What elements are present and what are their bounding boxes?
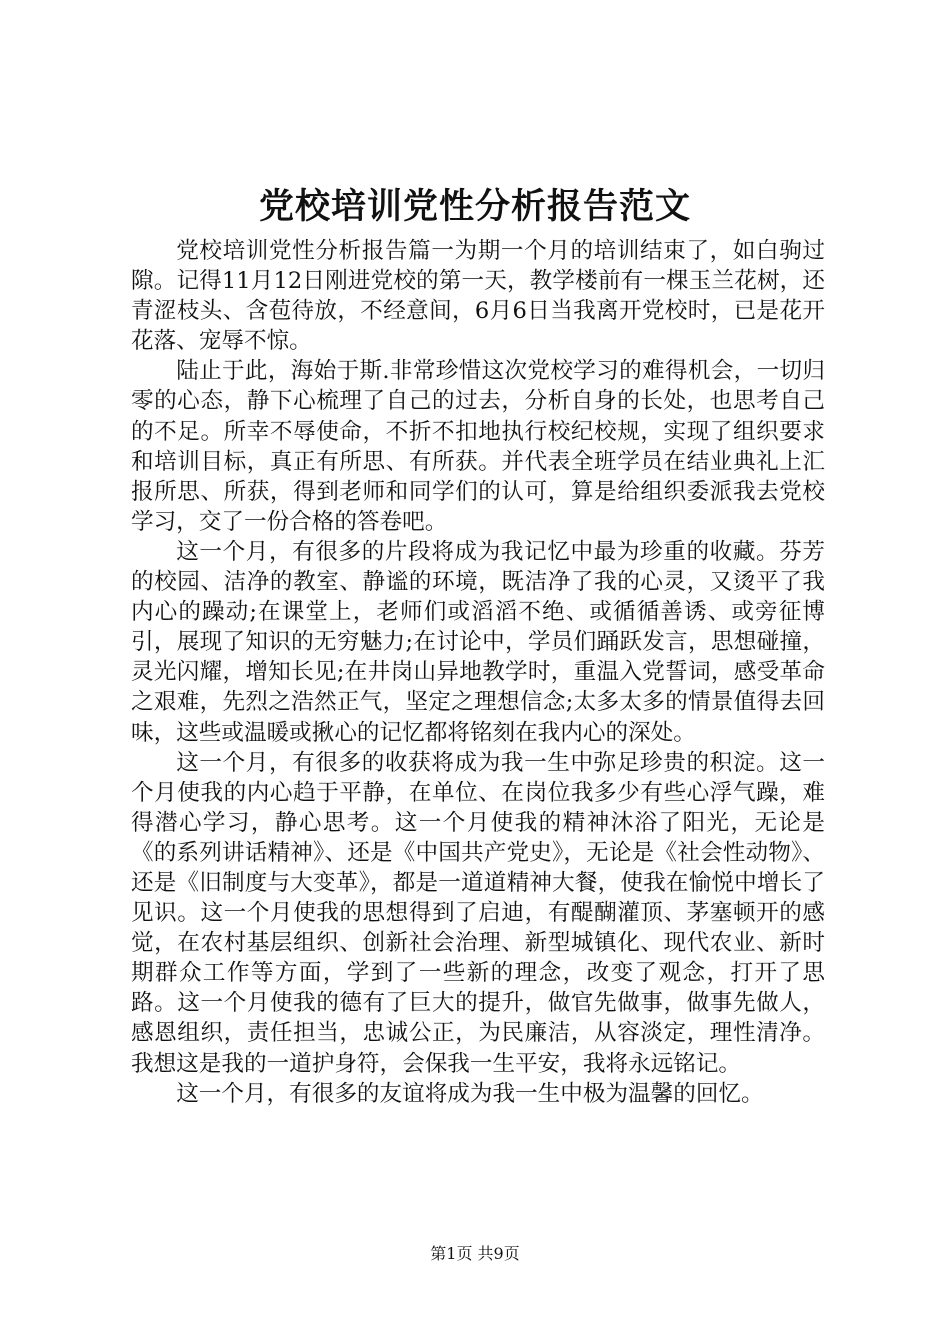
document-title: 党校培训党性分析报告范文: [258, 187, 691, 227]
paragraph-4: 这一个月，有很多的收获将成为我一生中弥足珍贵的积淀。这一个月使我的内心趋于平静，在单位、在岗位我多少有些心浮气躁，难得潜心学习，静心思考。这一个月使我的精神沐浴了阳光，无论是《的系列讲话精神》、还是《中国共产党史》，无论是《社会性动物》、还是《旧制度与大变革》，都是一道道精神大餐，使我在愉悦中增长了见识。这一个月使我的思想得到了启迪，有醍醐灌顶、茅塞顿开的感觉，在农村基层组织、创新社会治理、新型城镇化、现代农业、新时期群众工作等方面，学到了一些新的理念，改变了观念，打开了思路。这一个月使我的德有了巨大的提升，做官先做事，做事先做人，感恩组织，责任担当，忠诚公正，为民廉洁，从容淡定，理性清净。我想这是我的一道护身符，会保我一生平安，我将永远铭记。: [131, 749, 825, 1077]
paragraph-5: 这一个月，有很多的友谊将成为我一生中极为温馨的回忆。: [176, 1080, 764, 1107]
paragraph-3: 这一个月，有很多的片段将成为我记忆中最为珍重的收藏。芬芳的校园、洁净的教室、静谧的环境，既洁净了我的心灵，又烫平了我内心的躁动;在课堂上，老师们或滔滔不绝、或循循善诱、或旁征博引，展现了知识的无穷魅力;在讨论中，学员们踊跃发言，思想碰撞，灵光闪耀，增知长见;在井岗山异地教学时，重温入党誓词，感受革命之艰难，先烈之浩然正气，坚定之理想信念;太多太多的情景值得去回味，这些或温暖或揪心的记忆都将铭刻在我内心的深处。: [131, 538, 825, 746]
page-footer: 第1页 共9页: [430, 1244, 520, 1263]
paragraph-1: 党校培训党性分析报告篇一为期一个月的培训结束了，如白驹过隙。记得11月12日刚进党校的第一天，教学楼前有一棵玉兰花树，还青涩枝头、含苞待放，不经意间，6月6日当我离开党校时，已是花开花落、宠辱不惊。: [131, 238, 825, 355]
paragraph-2: 陆止于此，海始于斯.非常珍惜这次党校学习的难得机会，一切归零的心态，静下心梳理了自己的过去，分析自身的长处，也思考自己的不足。所幸不辱使命，不折不扣地执行校纪校规，实现了组织要求和培训目标，真正有所思、有所获。并代表全班学员在结业典礼上汇报所思、所获，得到老师和同学们的认可，算是给组织委派我去党校学习，交了一份合格的答卷吧。: [131, 358, 825, 535]
document-body: [131, 236, 825, 1109]
